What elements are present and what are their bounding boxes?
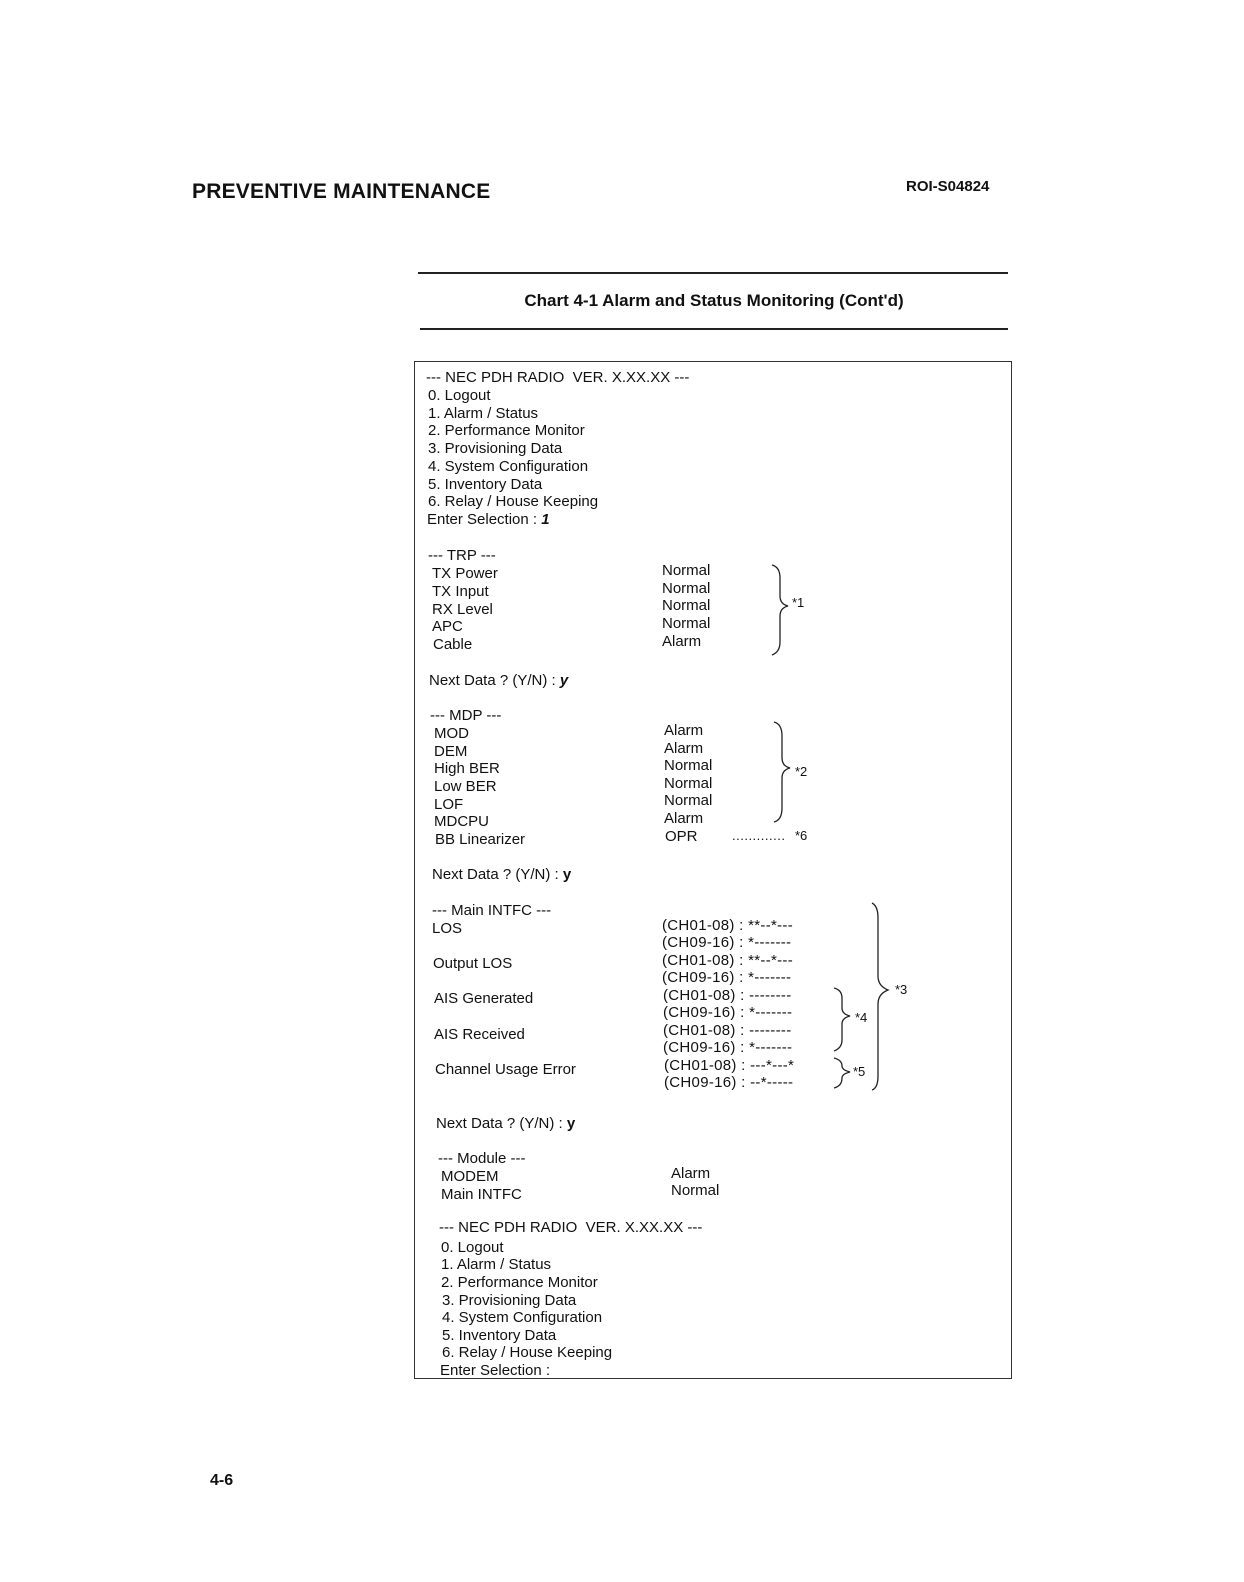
module-label: Main INTFC [441,1186,522,1203]
footnote-ref-6: *6 [795,828,808,843]
menu2-item: 3. Provisioning Data [442,1292,577,1309]
intfc-channel-line: (CH01-08) : **--*--- [662,952,794,969]
mdp-value: OPR [665,828,698,845]
module-value: Normal [671,1182,720,1199]
leader-dots: ............. [732,828,786,843]
menu1-item: 4. System Configuration [428,458,589,475]
footnote-ref-4: *4 [855,1010,868,1025]
mdp-label: BB Linearizer [435,831,526,848]
mdp-value: Normal [664,775,713,792]
intfc-label: AIS Generated [434,990,534,1007]
menu1-title: --- NEC PDH RADIO VER. X.XX.XX --- [426,369,690,386]
menu1-prompt-label: Enter Selection : [427,511,542,528]
mdp-title: --- MDP --- [430,707,502,724]
document-id: ROI-S04824 [906,178,990,195]
section-header: PREVENTIVE MAINTENANCE [192,180,491,203]
module-label: MODEM [441,1168,499,1185]
intfc-channel-line: (CH09-16) : *------- [662,934,792,951]
menu1-item: 5. Inventory Data [428,476,543,493]
trp-value: Normal [662,597,711,614]
trp-label: RX Level [432,601,493,618]
mdp-value: Alarm [664,740,704,757]
brace-2 [774,722,790,822]
trp-label: Cable [433,636,473,653]
menu2-item: 4. System Configuration [442,1309,603,1326]
mdp-next-input: y [562,866,572,883]
brace-5 [834,1058,850,1088]
footnote-ref-1: *1 [792,595,805,610]
intfc-label: Output LOS [433,955,513,972]
brace-4 [834,988,850,1051]
brace-1 [772,565,788,655]
trp-label: APC [432,618,463,635]
page-number: 4-6 [210,1472,234,1489]
mdp-label: High BER [434,760,500,777]
menu2-item: 5. Inventory Data [442,1327,557,1344]
intfc-channel-line: (CH01-08) : -------- [663,1022,792,1039]
trp-value: Alarm [662,633,702,650]
brace-3 [872,903,888,1090]
intfc-channel-line: (CH01-08) : ---*---* [664,1057,795,1074]
menu1-item: 2. Performance Monitor [428,422,585,439]
footnote-ref-3: *3 [895,982,908,997]
intfc-label: Channel Usage Error [435,1061,576,1078]
menu1-input: 1 [541,511,550,528]
menu2-item: 6. Relay / House Keeping [442,1344,613,1361]
intfc-title: --- Main INTFC --- [432,902,552,919]
trp-value: Normal [662,580,711,597]
trp-title: --- TRP --- [428,547,496,564]
trp-next-input: y [559,672,569,689]
menu2-prompt: Enter Selection : [440,1362,555,1379]
intfc-channel-line: (CH09-16) : *------- [663,1004,793,1021]
intfc-channel-line: (CH09-16) : *------- [663,1039,793,1056]
menu1-item: 6. Relay / House Keeping [428,493,599,510]
footnote-ref-5: *5 [853,1064,866,1079]
mdp-next-label: Next Data ? (Y/N) : [432,866,563,883]
menu2-title: --- NEC PDH RADIO VER. X.XX.XX --- [439,1219,703,1236]
mdp-label: Low BER [434,778,497,795]
menu1-item: 1. Alarm / Status [428,405,539,422]
intfc-next-input: y [566,1115,576,1132]
footnote-ref-2: *2 [795,764,808,779]
menu1-item: 3. Provisioning Data [428,440,563,457]
module-value: Alarm [671,1165,711,1182]
mdp-label: DEM [434,743,468,760]
trp-next-label: Next Data ? (Y/N) : [429,672,560,689]
menu2-item: 2. Performance Monitor [441,1274,598,1291]
intfc-channel-line: (CH09-16) : *------- [662,969,792,986]
chart-title: Chart 4-1 Alarm and Status Monitoring (Cont'd) [524,291,904,310]
menu1-item: 0. Logout [428,387,491,404]
menu2-item: 1. Alarm / Status [441,1256,552,1273]
menu2-item: 0. Logout [441,1239,504,1256]
mdp-value: Normal [664,792,713,809]
mdp-label: MOD [434,725,469,742]
mdp-label: LOF [434,796,464,813]
intfc-channel-line: (CH09-16) : --*----- [664,1074,794,1091]
mdp-value: Normal [664,757,713,774]
intfc-next-label: Next Data ? (Y/N) : [436,1115,567,1132]
intfc-label: AIS Received [434,1026,525,1043]
trp-label: TX Power [432,565,498,582]
mdp-label: MDCPU [434,813,489,830]
intfc-channel-line: (CH01-08) : **--*--- [662,917,794,934]
module-title: --- Module --- [438,1150,526,1167]
mdp-value: Alarm [664,810,704,827]
trp-value: Normal [662,615,711,632]
intfc-channel-line: (CH01-08) : -------- [663,987,792,1004]
trp-label: TX Input [432,583,489,600]
intfc-label: LOS [432,920,463,937]
trp-value: Normal [662,562,711,579]
mdp-value: Alarm [664,722,704,739]
